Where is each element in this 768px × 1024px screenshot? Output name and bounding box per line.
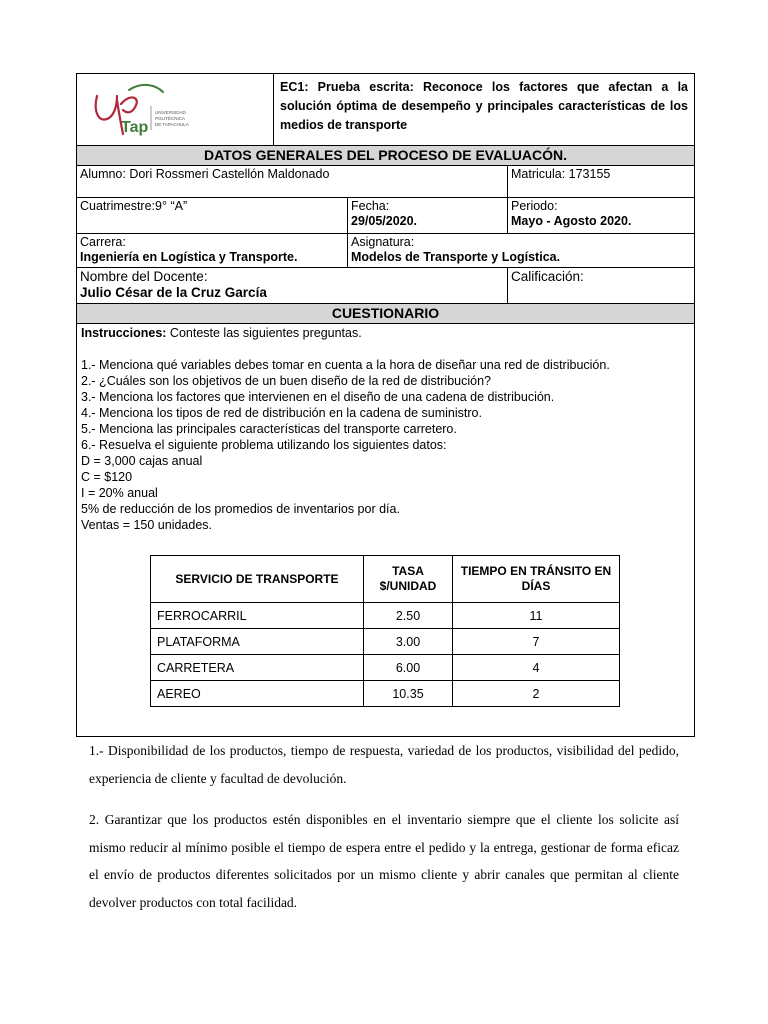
up-tap-logo-icon xyxy=(83,78,271,142)
table-cell-service: AEREO xyxy=(151,681,364,707)
subject-value: Modelos de Transporte y Logística. xyxy=(351,250,561,264)
subject-label: Asignatura: xyxy=(351,235,415,249)
logo-caption-line: DE TAPACHULA xyxy=(155,122,189,127)
logo-caption-line: UNIVERSIDAD xyxy=(155,110,186,115)
instructions-block xyxy=(77,325,694,533)
table-cell-service: FERROCARRIL xyxy=(151,603,364,629)
career-value: Ingeniería en Logística y Transporte. xyxy=(80,250,298,264)
answers-block xyxy=(89,737,679,930)
student-row xyxy=(77,166,694,198)
answer-paragraph: 2. Garantizar que los productos estén disponibles en el inventario siempre que el cliente los solicite así mismo reducir al mínimo posible el tiempo de espera entre el pedido y la entrega, gestionar de forma eficaz el envío de productos diferentes solicitados por un mismo cliente y abrir canales que permitan al cliente devolver productos con total facilidad. xyxy=(89,812,679,910)
question-line: 1.- Menciona qué variables debes tomar en cuenta a la hora de diseñar una red de distribución. xyxy=(81,358,610,372)
general-data-title: DATOS GENERALES DEL PROCESO DE EVALUACÓN. xyxy=(203,147,567,163)
period-label: Periodo: xyxy=(511,199,558,213)
subject-cell xyxy=(347,234,694,267)
questionnaire-heading xyxy=(77,304,694,324)
header-row xyxy=(77,74,694,146)
table-header-service: SERVICIO DE TRANSPORTE xyxy=(151,556,364,603)
exam-title: EC1: Prueba escrita: Reconoce los factores que afectan a la solución óptima de desempeño y principales características de los medios de transporte xyxy=(273,74,694,145)
question-line: 5.- Menciona las principales características del transporte carretero. xyxy=(81,422,457,436)
teacher-row xyxy=(77,268,694,304)
table-cell-transit: 4 xyxy=(453,655,620,681)
table-row xyxy=(151,603,620,629)
student-id: Matricula: 173155 xyxy=(507,166,694,197)
university-logo xyxy=(83,78,271,142)
question-line: 6.- Resuelva el siguiente problema utilizando los siguientes datos: xyxy=(81,438,447,452)
teacher-cell xyxy=(77,268,507,303)
date-cell xyxy=(347,198,507,233)
table-cell-rate: 10.35 xyxy=(364,681,453,707)
student-name: Alumno: Dori Rossmeri Castellón Maldonado xyxy=(80,167,330,181)
table-header-row xyxy=(151,556,620,603)
answer-paragraph: 1.- Disponibilidad de los productos, tiempo de respuesta, variedad de los productos, visibilidad del pedido, experiencia de cliente y facultad de devolución. xyxy=(89,743,679,786)
svg-text:Tap: Tap xyxy=(121,119,149,136)
career-cell xyxy=(77,234,347,267)
logo-caption-line: POLITÉCNICA xyxy=(155,116,186,121)
question-line: 2.- ¿Cuáles son los objetivos de un buen diseño de la red de distribución? xyxy=(81,374,491,388)
questionnaire-title: CUESTIONARIO xyxy=(331,305,440,321)
table-cell-service: CARRETERA xyxy=(151,655,364,681)
career-row xyxy=(77,234,694,268)
date-value: 29/05/2020. xyxy=(351,214,418,228)
table-cell-rate: 6.00 xyxy=(364,655,453,681)
instructions-line xyxy=(81,325,690,341)
table-header-transit: TIEMPO EN TRÁNSITO EN DÍAS xyxy=(453,556,620,603)
question-line: 4.- Menciona los tipos de red de distribución en la cadena de suministro. xyxy=(81,406,482,420)
grade-label: Calificación: xyxy=(511,269,584,284)
table-header-rate: TASA $/UNIDAD xyxy=(364,556,453,603)
teacher-value: Julio César de la Cruz García xyxy=(80,285,267,300)
question-line: I = 20% anual xyxy=(81,486,158,500)
question-line: D = 3,000 cajas anual xyxy=(81,454,203,468)
instructions-text: Conteste las siguientes preguntas. xyxy=(166,326,362,340)
question-line: C = $120 xyxy=(81,470,133,484)
table-row xyxy=(151,655,620,681)
date-label: Fecha: xyxy=(351,199,390,213)
table-cell-transit: 7 xyxy=(453,629,620,655)
grade-cell xyxy=(507,268,694,303)
term-value: Cuatrimestre:9° “A” xyxy=(80,199,188,213)
table-cell-transit: 11 xyxy=(453,603,620,629)
instructions-label: Instrucciones: xyxy=(81,326,167,340)
term-row xyxy=(77,198,694,234)
career-label: Carrera: xyxy=(80,235,126,249)
teacher-label: Nombre del Docente: xyxy=(80,269,208,284)
general-data-heading xyxy=(77,146,694,166)
table-row xyxy=(151,629,620,655)
question-list xyxy=(81,357,690,533)
period-cell xyxy=(507,198,694,233)
question-line: Ventas = 150 unidades. xyxy=(81,518,213,532)
transport-table xyxy=(150,555,620,707)
table-row xyxy=(151,681,620,707)
table-cell-rate: 2.50 xyxy=(364,603,453,629)
table-cell-rate: 3.00 xyxy=(364,629,453,655)
question-line: 5% de reducción de los promedios de inventarios por día. xyxy=(81,502,400,516)
table-cell-service: PLATAFORMA xyxy=(151,629,364,655)
period-value: Mayo - Agosto 2020. xyxy=(511,214,632,228)
question-line: 3.- Menciona los factores que intervienen en el diseño de una cadena de distribución. xyxy=(81,390,555,404)
table-cell-transit: 2 xyxy=(453,681,620,707)
evaluation-form xyxy=(76,73,695,737)
